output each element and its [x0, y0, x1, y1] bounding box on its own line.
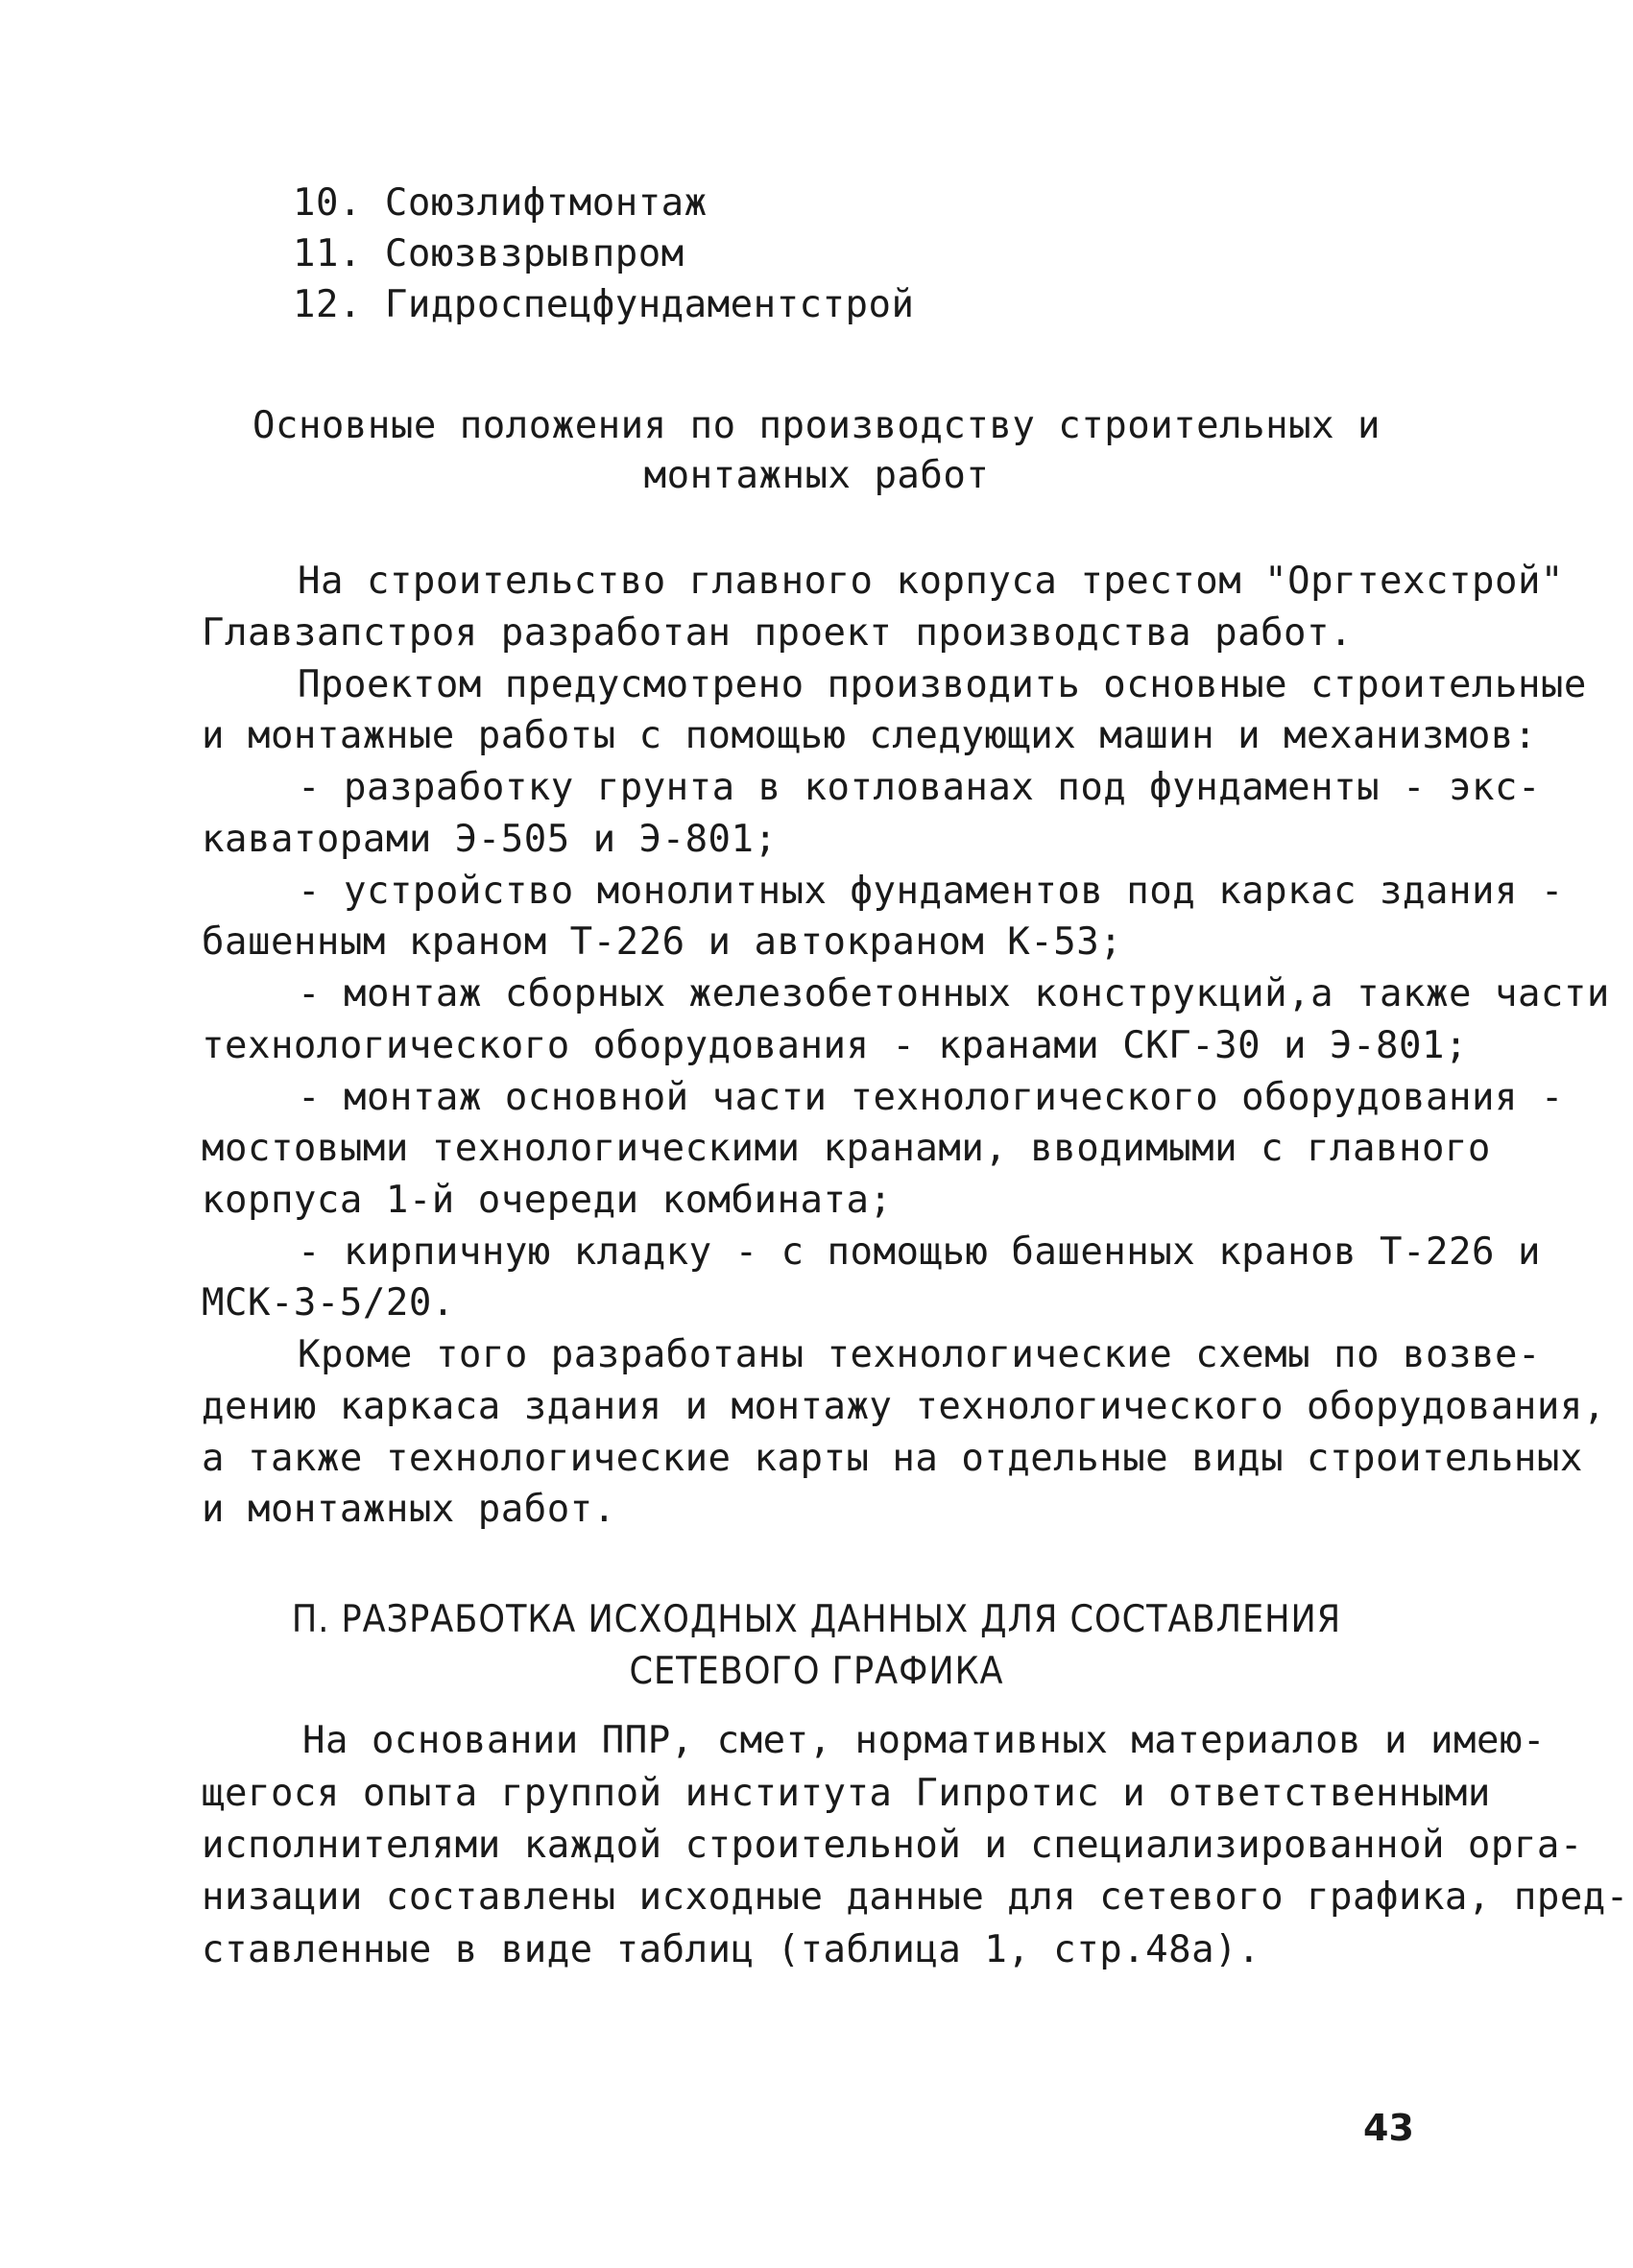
paragraph-line: исполнителями каждой строительной и специализированной орга-	[202, 1824, 1583, 1867]
paragraph-line: - разработку грунта в котлованах под фундаменты - экс-	[298, 766, 1541, 809]
paragraph-line: а также технологические карты на отдельные виды строительных	[202, 1437, 1583, 1480]
paragraph-line: На строительство главного корпуса трестом "Оргтехстрой"	[298, 560, 1564, 603]
paragraph-line: ставленные в виде таблиц (таблица 1, стр.48а).	[202, 1928, 1261, 1971]
paragraph-line: - монтаж сборных железобетонных конструкций,а также части	[298, 972, 1610, 1015]
paragraph-line: МСК-3-5/20.	[202, 1281, 455, 1325]
paragraph-line: и монтажных работ.	[202, 1488, 616, 1531]
paragraph-line: мостовыми технологическими кранами, вводимыми с главного	[202, 1127, 1491, 1170]
section-title-line-2: монтажных работ	[643, 454, 990, 497]
paragraph-line: башенным краном Т-226 и автокраном К-53;	[202, 920, 1123, 964]
section-title-line-1: Основные положения по производству строительных и	[252, 404, 1381, 447]
list-item: 11. Союзвзрывпром	[293, 232, 684, 275]
paragraph-line: дению каркаса здания и монтажу технологического оборудования,	[202, 1385, 1606, 1428]
paragraph-line: Проектом предусмотрено производить основные строительные	[298, 663, 1587, 706]
paragraph-line: - кирпичную кладку - с помощью башенных кранов Т-226 и	[298, 1230, 1541, 1274]
paragraph-line: На основании ППР, смет, нормативных материалов и имею-	[302, 1719, 1546, 1762]
paragraph-line: Кроме того разработаны технологические схемы по возве-	[298, 1333, 1541, 1376]
paragraph-line: низации составлены исходные данные для сетевого графика, пред-	[202, 1875, 1629, 1919]
paragraph-line: - устройство монолитных фундаментов под каркас здания -	[298, 870, 1564, 913]
paragraph-line: каваторами Э-505 и Э-801;	[202, 818, 778, 861]
paragraph-line: Главзапстроя разработан проект производства работ.	[202, 611, 1353, 655]
paragraph-line: и монтажные работы с помощью следующих машин и механизмов:	[202, 714, 1537, 757]
paragraph-line: - монтаж основной части технологического оборудования -	[298, 1076, 1564, 1119]
paragraph-line: технологического оборудования - кранами СКГ-30 и Э-801;	[202, 1024, 1468, 1067]
section-title-line-2: СЕТЕВОГО ГРАФИКА	[629, 1650, 1004, 1693]
section-title-line-1: П. РАЗРАБОТКА ИСХОДНЫХ ДАННЫХ ДЛЯ СОСТАВЛЕНИЯ	[291, 1598, 1342, 1641]
list-item: 10. Союзлифтмонтаж	[293, 181, 708, 225]
page-number: 43	[1363, 2107, 1414, 2149]
paragraph-line: щегося опыта группой института Гипротис и ответственными	[202, 1772, 1491, 1815]
paragraph-line: корпуса 1-й очереди комбината;	[202, 1179, 893, 1222]
list-item: 12. Гидроспецфундаментстрой	[293, 283, 915, 326]
